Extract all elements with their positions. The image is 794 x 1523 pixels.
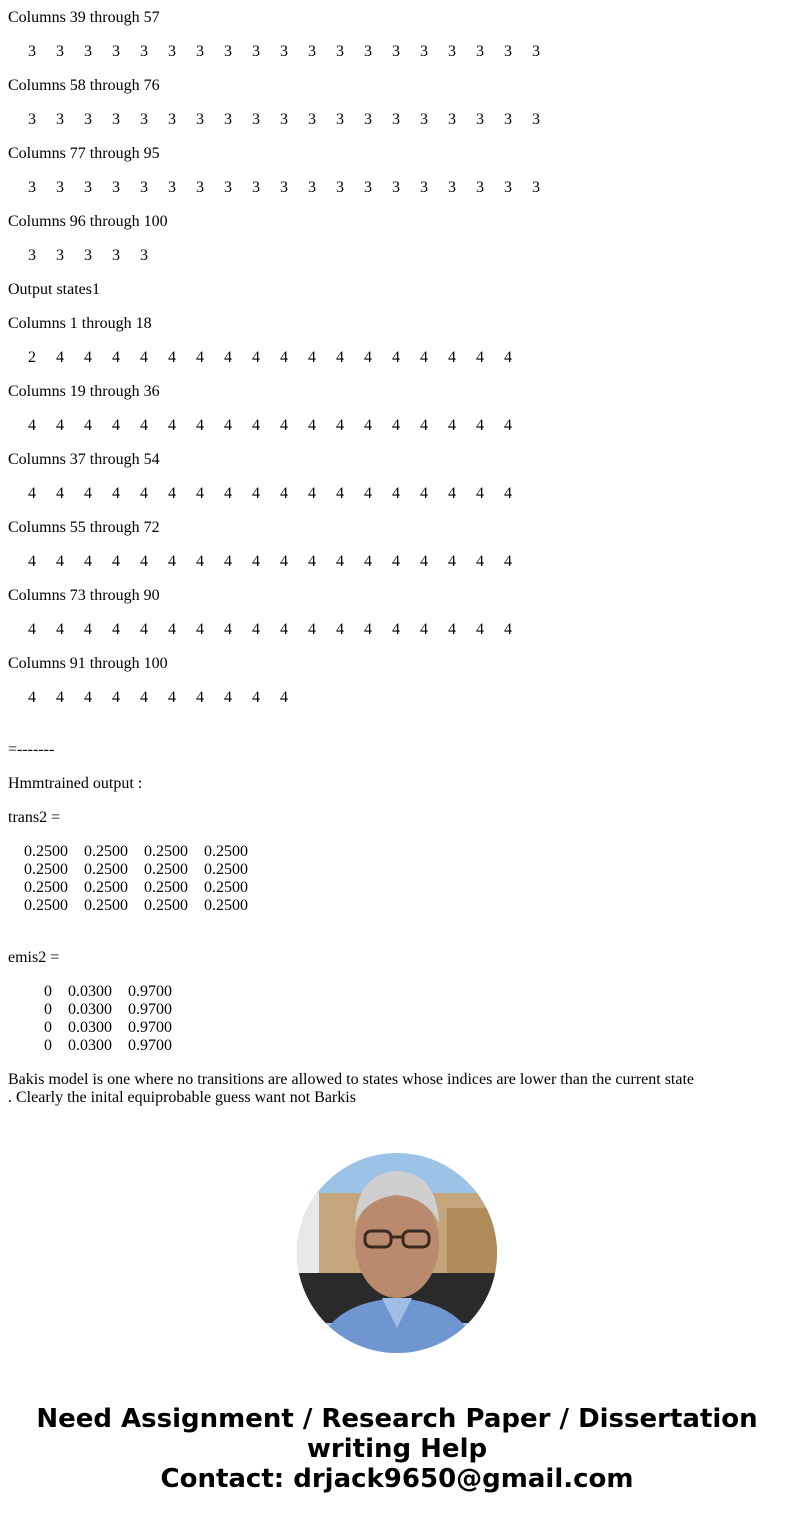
matrix-cell: 0.2500 [204,897,248,914]
value-cell: 4 [504,553,512,570]
value-cell: 4 [196,621,204,638]
value-cell: 4 [168,349,176,366]
matrix-cell: 0.2500 [204,861,248,878]
value-cell: 3 [532,179,540,196]
columns-label: Columns 91 through 100 [8,655,168,672]
value-cell: 4 [168,689,176,706]
value-cell: 4 [28,553,36,570]
separator: =------- [8,741,55,758]
matrix-cell: 0.2500 [84,879,128,896]
value-cell: 4 [280,485,288,502]
value-cell: 4 [336,621,344,638]
matrix-cell: 0 [44,1001,52,1018]
columns-label: Columns 58 through 76 [8,77,160,94]
value-cell: 4 [112,485,120,502]
value-cell: 3 [224,43,232,60]
value-cell: 4 [252,485,260,502]
value-cell: 4 [112,621,120,638]
value-cell: 4 [140,349,148,366]
value-cell: 4 [448,553,456,570]
columns-label: Columns 96 through 100 [8,213,168,230]
value-cell: 3 [112,43,120,60]
value-cell: 4 [252,349,260,366]
value-cell: 4 [224,553,232,570]
matrix-cell: 0.2500 [84,897,128,914]
value-cell: 4 [252,553,260,570]
value-cell: 3 [476,43,484,60]
value-cell: 4 [84,621,92,638]
columns-label: Columns 19 through 36 [8,383,160,400]
value-cell: 4 [140,485,148,502]
value-cell: 4 [448,417,456,434]
person-portrait-icon [297,1153,497,1353]
value-cell: 3 [420,43,428,60]
value-cell: 3 [476,111,484,128]
value-cell: 4 [112,689,120,706]
value-cell: 4 [224,485,232,502]
value-cell: 3 [56,179,64,196]
value-cell: 4 [56,689,64,706]
value-cell: 4 [224,621,232,638]
value-cell: 4 [196,689,204,706]
value-cell: 3 [56,247,64,264]
value-cell: 4 [84,349,92,366]
promo-line-2: writing Help [306,1434,488,1464]
matrix-cell: 0.9700 [128,1019,172,1036]
value-cell: 4 [224,689,232,706]
value-cell: 4 [140,621,148,638]
value-cell: 4 [364,485,372,502]
author-photo [297,1153,497,1353]
value-cell: 3 [252,111,260,128]
columns-label: Columns 37 through 54 [8,451,160,468]
value-cell: 3 [140,43,148,60]
value-cell: 4 [140,553,148,570]
value-cell: 4 [392,485,400,502]
matrix-cell: 0.2500 [24,843,68,860]
value-cell: 3 [224,111,232,128]
matrix-cell: 0.2500 [144,861,188,878]
value-cell: 3 [28,247,36,264]
value-cell: 3 [392,111,400,128]
value-cell: 4 [84,689,92,706]
value-cell: 3 [336,179,344,196]
value-cell: 4 [364,349,372,366]
value-cell: 4 [364,553,372,570]
value-cell: 4 [168,485,176,502]
value-cell: 4 [448,349,456,366]
value-cell: 4 [196,553,204,570]
value-cell: 4 [364,417,372,434]
value-cell: 4 [224,417,232,434]
value-cell: 4 [84,485,92,502]
value-cell: 4 [336,553,344,570]
value-cell: 4 [504,417,512,434]
promo-line-1: Need Assignment / Research Paper / Dissertation [36,1404,758,1434]
value-cell: 4 [252,621,260,638]
value-cell: 3 [84,179,92,196]
value-cell: 3 [448,179,456,196]
columns-label: Columns 73 through 90 [8,587,160,604]
value-cell: 4 [28,417,36,434]
value-cell: 4 [504,349,512,366]
value-cell: 3 [28,43,36,60]
value-cell: 3 [420,111,428,128]
hmm-heading: Hmmtrained output : [8,775,143,792]
value-cell: 4 [112,553,120,570]
columns-label: Columns 55 through 72 [8,519,160,536]
value-cell: 4 [56,417,64,434]
bakis-text-line-1: Bakis model is one where no transitions are allowed to states whose indices are lower than the current state [8,1071,695,1088]
value-cell: 4 [280,349,288,366]
value-cell: 3 [532,43,540,60]
value-cell: 4 [308,553,316,570]
value-cell: 4 [420,349,428,366]
value-cell: 4 [364,621,372,638]
value-cell: 4 [476,621,484,638]
matrix-cell: 0.2500 [24,879,68,896]
matrix-cell: 0.2500 [144,843,188,860]
matrix-cell: 0.2500 [84,843,128,860]
value-cell: 4 [420,417,428,434]
value-cell: 3 [448,43,456,60]
matrix-cell: 0.2500 [144,897,188,914]
value-cell: 4 [336,417,344,434]
value-cell: 4 [280,621,288,638]
value-cell: 3 [364,111,372,128]
value-cell: 3 [196,43,204,60]
value-cell: 4 [112,349,120,366]
value-cell: 4 [28,689,36,706]
value-cell: 4 [28,621,36,638]
promo-contact: Contact: drjack9650@gmail.com [160,1464,634,1494]
value-cell: 4 [280,417,288,434]
value-cell: 3 [196,179,204,196]
value-cell: 4 [56,349,64,366]
value-cell: 3 [308,111,316,128]
value-cell: 4 [56,553,64,570]
value-cell: 3 [140,247,148,264]
value-cell: 4 [140,689,148,706]
value-cell: 3 [28,111,36,128]
emis2-label: emis2 = [8,949,60,966]
value-cell: 3 [364,43,372,60]
matrix-cell: 0 [44,1019,52,1036]
value-cell: 3 [84,43,92,60]
value-cell: 4 [308,621,316,638]
value-cell: 4 [84,417,92,434]
value-cell: 4 [476,485,484,502]
value-cell: 4 [196,485,204,502]
matrix-cell: 0.2500 [84,861,128,878]
matrix-cell: 0.0300 [68,1019,112,1036]
value-cell: 3 [308,179,316,196]
value-cell: 3 [336,111,344,128]
value-cell: 4 [308,349,316,366]
value-cell: 4 [168,417,176,434]
value-cell: 4 [392,621,400,638]
value-cell: 4 [252,417,260,434]
value-cell: 4 [504,485,512,502]
columns-label: Columns 1 through 18 [8,315,152,332]
value-cell: 4 [336,349,344,366]
value-cell: 4 [140,417,148,434]
value-cell: 3 [308,43,316,60]
value-cell: 4 [224,349,232,366]
value-cell: 3 [140,179,148,196]
value-cell: 3 [168,111,176,128]
value-cell: 4 [392,417,400,434]
matrix-cell: 0.0300 [68,1001,112,1018]
matrix-cell: 0.9700 [128,1037,172,1054]
value-cell: 3 [168,43,176,60]
trans2-label: trans2 = [8,809,61,826]
value-cell: 3 [280,111,288,128]
matrix-cell: 0.9700 [128,1001,172,1018]
columns-label: Columns 77 through 95 [8,145,160,162]
value-cell: 3 [364,179,372,196]
value-cell: 3 [420,179,428,196]
value-cell: 4 [56,485,64,502]
value-cell: 4 [168,553,176,570]
value-cell: 4 [308,485,316,502]
output-heading: Output states1 [8,281,100,298]
value-cell: 3 [476,179,484,196]
matrix-cell: 0.0300 [68,1037,112,1054]
matrix-cell: 0 [44,983,52,1000]
value-cell: 3 [392,43,400,60]
matrix-cell: 0.2500 [24,897,68,914]
value-cell: 4 [84,553,92,570]
value-cell: 3 [28,179,36,196]
value-cell: 3 [280,179,288,196]
value-cell: 3 [112,111,120,128]
value-cell: 3 [532,111,540,128]
bakis-text-line-2: . Clearly the inital equiprobable guess want not Barkis [8,1089,356,1106]
value-cell: 3 [252,179,260,196]
value-cell: 4 [420,485,428,502]
value-cell: 3 [280,43,288,60]
value-cell: 3 [252,43,260,60]
value-cell: 4 [168,621,176,638]
value-cell: 4 [448,485,456,502]
value-cell: 4 [252,689,260,706]
matrix-cell: 0.2500 [24,861,68,878]
value-cell: 4 [420,621,428,638]
value-cell: 3 [504,111,512,128]
value-cell: 3 [336,43,344,60]
value-cell: 3 [56,43,64,60]
value-cell: 4 [420,553,428,570]
value-cell: 2 [28,349,36,366]
value-cell: 4 [504,621,512,638]
value-cell: 3 [56,111,64,128]
value-cell: 4 [196,417,204,434]
value-cell: 4 [336,485,344,502]
value-cell: 3 [392,179,400,196]
value-cell: 4 [56,621,64,638]
value-cell: 3 [84,111,92,128]
value-cell: 4 [392,349,400,366]
value-cell: 4 [280,689,288,706]
value-cell: 4 [476,553,484,570]
matrix-cell: 0.9700 [128,983,172,1000]
value-cell: 4 [392,553,400,570]
value-cell: 4 [476,417,484,434]
matrix-cell: 0.0300 [68,983,112,1000]
value-cell: 3 [112,179,120,196]
value-cell: 4 [448,621,456,638]
value-cell: 3 [448,111,456,128]
columns-label: Columns 39 through 57 [8,9,160,26]
value-cell: 3 [224,179,232,196]
value-cell: 3 [84,247,92,264]
value-cell: 4 [308,417,316,434]
value-cell: 3 [112,247,120,264]
value-cell: 4 [280,553,288,570]
value-cell: 3 [504,179,512,196]
matrix-cell: 0.2500 [204,879,248,896]
value-cell: 3 [168,179,176,196]
matrix-cell: 0.2500 [204,843,248,860]
matrix-cell: 0 [44,1037,52,1054]
value-cell: 3 [140,111,148,128]
value-cell: 4 [196,349,204,366]
value-cell: 3 [196,111,204,128]
value-cell: 4 [476,349,484,366]
value-cell: 4 [112,417,120,434]
matrix-cell: 0.2500 [144,879,188,896]
value-cell: 3 [504,43,512,60]
value-cell: 4 [28,485,36,502]
